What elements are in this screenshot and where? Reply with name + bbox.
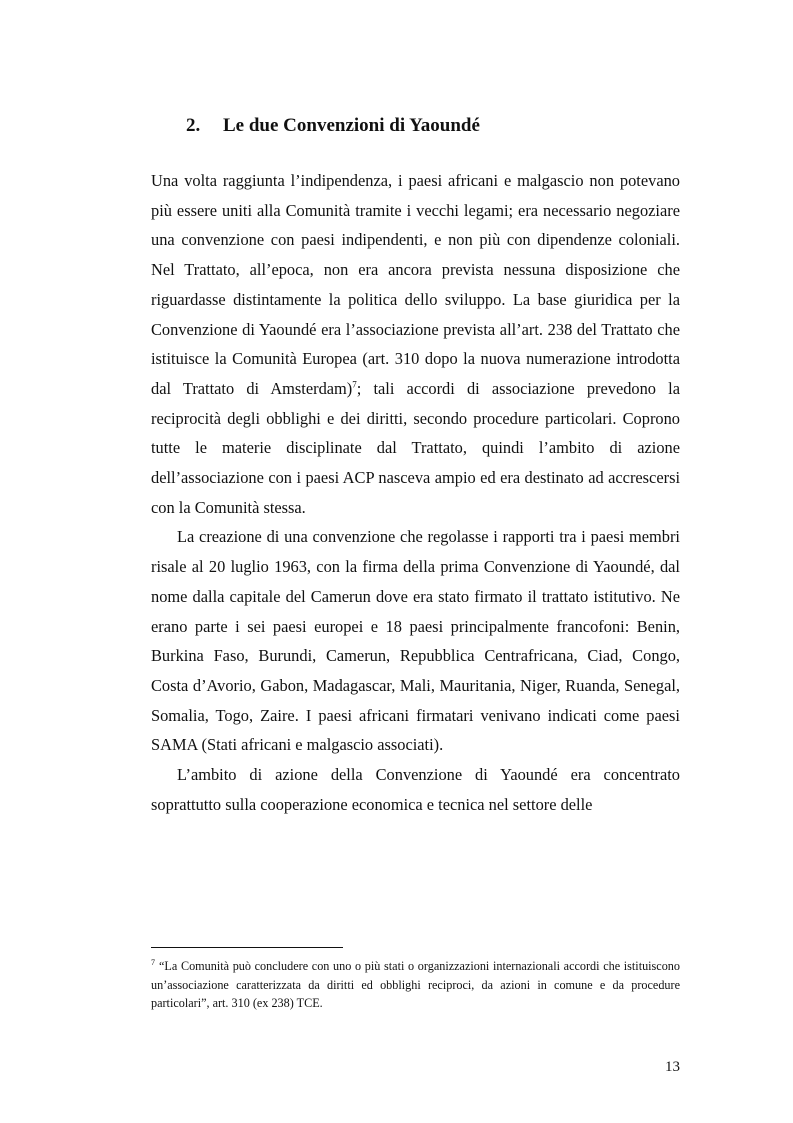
paragraph-1-continuation: ; tali accordi di associazione prevedono la reciprocità degli obblighi e dei diritti, secondo procedure particolari. Coprono tutte le materie disciplinate dal Trattato, quindi l’ambito di azione dell’associazione con i paesi ACP nasceva ampio ed era destinato ad accrescersi con la Comunità stessa. — [151, 378, 680, 517]
section-number: 2. — [186, 115, 201, 136]
footnote-text: “La Comunità può concludere con uno o più stati o organizzazioni internazionali accordi che istituiscono un’associazione caratterizzata da diritti ed obblighi reciproci, da azioni in comune e da procedure particolari”, art. 310 (ex 238) TCE. — [151, 959, 680, 1010]
footnote-divider — [151, 947, 343, 948]
paragraph-2: La creazione di una convenzione che regolasse i rapporti tra i paesi membri risale al 20 luglio 1963, con la firma della prima Convenzione di Yaoundé, dal nome dalla capitale del Camerun dove era stato firmato il trattato istitutivo. Ne erano parte i sei paesi europei e 18 paesi principalmente francofoni: Benin, Burkina Faso, Burundi, Camerun, Repubblica Centrafricana, Ciad, Congo, Costa d’Avorio, Gabon, Madagascar, Mali, Mauritania, Niger, Ruanda, Senegal, Somalia, Togo, Zaire. I paesi africani firmatari venivano indicati come paesi SAMA (Stati africani e malgascio associati). — [151, 527, 680, 755]
body-text — [151, 166, 680, 819]
footnote — [151, 957, 680, 1013]
footnote-reference[interactable]: 7 — [352, 379, 357, 390]
paragraph-1 — [151, 166, 680, 522]
section-heading — [186, 114, 480, 138]
page-number: 13 — [665, 1059, 680, 1075]
footnote-number: 7 — [151, 957, 155, 967]
paragraph-3: L’ambito di azione della Convenzione di Yaoundé era concentrato soprattutto sulla cooperazione economica e tecnica nel settore delle — [151, 765, 680, 814]
section-title: Le due Convenzioni di Yaoundé — [223, 115, 480, 136]
paragraph-1-text: Una volta raggiunta l’indipendenza, i paesi africani e malgascio non potevano più essere uniti alla Comunità tramite i vecchi legami; era necessario negoziare una convenzione con paesi indipendenti, e non più con dipendenze coloniali. Nel Trattato, all’epoca, non era ancora prevista nessuna disposizione che riguardasse distintamente la politica dello sviluppo. La base giuridica per la Convenzione di Yaoundé era l’associazione prevista all’art. 238 del Trattato che istituisce la Comunità Europea (art. 310 dopo la nuova numerazione introdotta dal Trattato di Amsterdam) — [151, 171, 680, 398]
